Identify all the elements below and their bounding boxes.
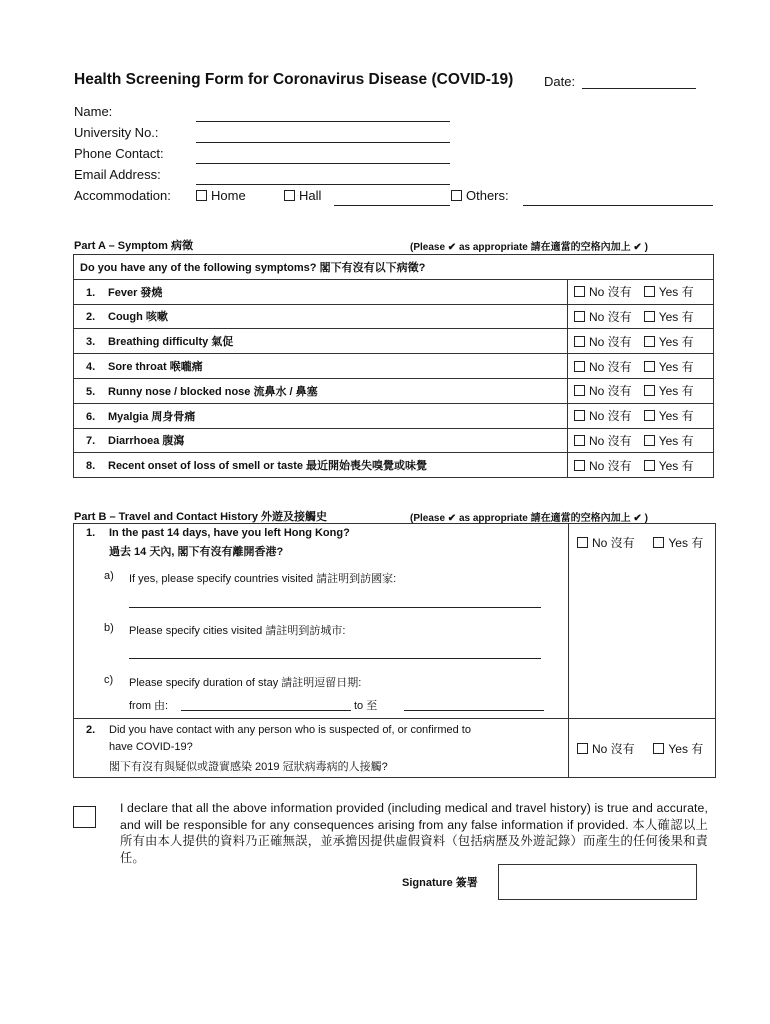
others-label: Others: xyxy=(466,188,509,203)
symptom-cell xyxy=(74,354,568,379)
no-label: No 沒有 xyxy=(589,359,632,374)
q2-no-checkbox[interactable] xyxy=(577,743,588,754)
q2-text-zh: 閣下有沒有與疑似或證實感染 2019 冠狀病毒病的人接觸? xyxy=(109,761,388,773)
q2-answer xyxy=(577,740,703,757)
symptom-row xyxy=(74,428,714,453)
no-checkbox[interactable] xyxy=(574,361,585,372)
symptom-row xyxy=(74,354,714,379)
yes-option[interactable] xyxy=(644,310,694,324)
symptom-number: 1. xyxy=(86,286,96,299)
university-no-field[interactable] xyxy=(196,142,450,143)
q1-no-checkbox[interactable] xyxy=(577,537,588,548)
name-label: Name: xyxy=(74,104,113,119)
yes-option[interactable] xyxy=(644,409,694,423)
no-option[interactable] xyxy=(574,360,632,374)
symptom-cell xyxy=(74,378,568,403)
yes-label: Yes 有 xyxy=(658,334,694,349)
q2-no-label: No 沒有 xyxy=(592,742,635,756)
q1-no-label: No 沒有 xyxy=(592,536,635,550)
no-label: No 沒有 xyxy=(589,334,632,349)
hall-name-field[interactable] xyxy=(334,205,450,206)
symptom-answer xyxy=(568,279,714,304)
symptom-answer xyxy=(568,453,714,478)
symptom-label: Myalgia 周身骨痛 xyxy=(108,410,196,423)
yes-label: Yes 有 xyxy=(658,409,694,424)
yes-option[interactable] xyxy=(644,285,694,299)
symptom-label: Breathing difficulty 氣促 xyxy=(108,336,234,349)
email-label: Email Address: xyxy=(74,167,161,182)
q2-text-en-1: Did you have contact with any person who is suspected of, or confirmed to xyxy=(109,724,471,736)
q1-yes-checkbox[interactable] xyxy=(653,537,664,548)
q2-text-en-2: have COVID-19? xyxy=(109,741,193,753)
symptom-label: Diarrhoea 腹瀉 xyxy=(108,435,185,448)
yes-checkbox[interactable] xyxy=(644,286,655,297)
hall-label: Hall xyxy=(299,188,322,203)
divider xyxy=(568,524,569,777)
no-checkbox[interactable] xyxy=(574,410,585,421)
no-option[interactable] xyxy=(574,310,632,324)
symptom-question-row xyxy=(74,255,714,280)
symptom-label: Sore throat 喉嚨痛 xyxy=(108,361,203,374)
yes-checkbox[interactable] xyxy=(644,460,655,471)
form-title: Health Screening Form for Coronavirus Disease (COVID-19) xyxy=(74,71,514,88)
email-field[interactable] xyxy=(196,184,450,185)
stay-from-field[interactable] xyxy=(181,710,351,711)
no-checkbox[interactable] xyxy=(574,336,585,347)
q2-number: 2. xyxy=(86,724,96,736)
q1-no-option[interactable] xyxy=(577,536,635,550)
yes-checkbox[interactable] xyxy=(644,311,655,322)
phone-label: Phone Contact: xyxy=(74,146,164,161)
symptom-number: 3. xyxy=(86,336,96,349)
symptom-number: 4. xyxy=(86,361,96,374)
no-option[interactable] xyxy=(574,335,632,349)
no-label: No 沒有 xyxy=(589,409,632,424)
no-label: No 沒有 xyxy=(589,309,632,324)
no-checkbox[interactable] xyxy=(574,385,585,396)
accommodation-others-option[interactable] xyxy=(451,188,509,203)
symptom-label: Cough 咳嗽 xyxy=(108,311,168,324)
no-checkbox[interactable] xyxy=(574,311,585,322)
cities-visited-field[interactable] xyxy=(129,658,541,659)
symptom-row xyxy=(74,378,714,403)
date-label: Date: xyxy=(544,74,576,89)
accommodation-home-option[interactable] xyxy=(196,188,246,203)
symptom-cell xyxy=(74,428,568,453)
symptom-label: Recent onset of loss of smell or taste 最近開始喪失嗅覺或味覺 xyxy=(108,460,428,473)
symptom-cell xyxy=(74,304,568,329)
from-label: from 由: xyxy=(129,700,169,712)
countries-visited-field[interactable] xyxy=(129,607,541,608)
no-option[interactable] xyxy=(574,434,632,448)
symptom-row xyxy=(74,304,714,329)
symptom-number: 8. xyxy=(86,460,96,473)
travel-history-section xyxy=(73,523,716,778)
declaration-checkbox[interactable] xyxy=(73,806,96,828)
yes-label: Yes 有 xyxy=(658,285,694,300)
yes-checkbox[interactable] xyxy=(644,336,655,347)
q2-no-option[interactable] xyxy=(577,742,635,756)
divider xyxy=(74,718,715,719)
q1a-text: If yes, please specify countries visited 請註明到訪國家: xyxy=(129,573,397,585)
symptom-cell xyxy=(74,279,568,304)
yes-label: Yes 有 xyxy=(658,433,694,448)
to-label: to 至 xyxy=(354,700,378,712)
q1c-label: c) xyxy=(104,674,114,686)
university-no-label: University No.: xyxy=(74,125,159,140)
yes-checkbox[interactable] xyxy=(644,410,655,421)
yes-label: Yes 有 xyxy=(658,359,694,374)
symptom-answer xyxy=(568,304,714,329)
q2-yes-option[interactable] xyxy=(653,742,703,756)
stay-to-field[interactable] xyxy=(404,710,544,711)
symptom-answer xyxy=(568,428,714,453)
no-label: No 沒有 xyxy=(589,384,632,399)
q1-answer xyxy=(577,534,703,551)
yes-checkbox[interactable] xyxy=(644,385,655,396)
no-label: No 沒有 xyxy=(589,433,632,448)
symptom-cell xyxy=(74,403,568,428)
name-field[interactable] xyxy=(196,121,450,122)
accommodation-label: Accommodation: xyxy=(74,188,171,203)
part-a-instruction: (Please ✔ as appropriate 請在適當的空格內加上 ✔ ) xyxy=(410,242,648,253)
symptom-row xyxy=(74,403,714,428)
signature-field[interactable] xyxy=(498,864,697,900)
symptom-cell xyxy=(74,453,568,478)
q1b-text: Please specify cities visited 請註明到訪城市: xyxy=(129,625,346,637)
date-field[interactable] xyxy=(582,88,696,89)
q2-yes-checkbox[interactable] xyxy=(653,743,664,754)
q1-yes-label: Yes 有 xyxy=(668,536,704,550)
symptom-row xyxy=(74,329,714,354)
signature-label: Signature 簽署 xyxy=(402,877,478,889)
symptom-row xyxy=(74,453,714,478)
q1-yes-option[interactable] xyxy=(653,536,703,550)
symptom-label: Runny nose / blocked nose 流鼻水 / 鼻塞 xyxy=(108,385,318,398)
no-label: No 沒有 xyxy=(589,458,632,473)
no-checkbox[interactable] xyxy=(574,460,585,471)
part-b-instruction: (Please ✔ as appropriate 請在適當的空格內加上 ✔ ) xyxy=(410,513,648,524)
phone-field[interactable] xyxy=(196,163,450,164)
yes-label: Yes 有 xyxy=(658,458,694,473)
q1-text-zh: 過去 14 天內, 閣下有沒有離開香港? xyxy=(109,546,284,558)
symptom-question: Do you have any of the following symptoms? 閣下有沒有以下病徵? xyxy=(74,255,714,280)
symptom-number: 5. xyxy=(86,385,96,398)
symptom-table xyxy=(73,254,714,478)
symptom-answer xyxy=(568,403,714,428)
no-label: No 沒有 xyxy=(589,285,632,300)
q1c-text: Please specify duration of stay 請註明逗留日期: xyxy=(129,677,362,689)
yes-option[interactable] xyxy=(644,459,694,473)
others-field[interactable] xyxy=(523,205,713,206)
q1-number: 1. xyxy=(86,527,96,539)
home-label: Home xyxy=(211,188,246,203)
yes-label: Yes 有 xyxy=(658,309,694,324)
symptom-number: 2. xyxy=(86,311,96,324)
yes-option[interactable] xyxy=(644,434,694,448)
no-checkbox[interactable] xyxy=(574,286,585,297)
no-option[interactable] xyxy=(574,409,632,423)
q2-yes-label: Yes 有 xyxy=(668,742,704,756)
yes-option[interactable] xyxy=(644,384,694,398)
symptom-number: 7. xyxy=(86,435,96,448)
q1a-label: a) xyxy=(104,570,114,582)
symptom-answer xyxy=(568,354,714,379)
no-checkbox[interactable] xyxy=(574,435,585,446)
yes-checkbox[interactable] xyxy=(644,361,655,372)
q1b-label: b) xyxy=(104,622,114,634)
hall-checkbox[interactable] xyxy=(284,190,295,201)
home-checkbox[interactable] xyxy=(196,190,207,201)
yes-option[interactable] xyxy=(644,335,694,349)
symptom-number: 6. xyxy=(86,410,96,423)
no-option[interactable] xyxy=(574,285,632,299)
declaration-text: I declare that all the above information provided (including medical and travel history) is true and accurate, and will be responsible for any consequences arising from any false information if provided. 本人確認以上所有由本人提供的資料乃正確無誤，並承擔因提供虛假資料（包括病歷及外遊記錄）而產生的任何後果和責任。 xyxy=(120,801,708,865)
q1-text-en: In the past 14 days, have you left Hong Kong? xyxy=(109,527,350,539)
yes-option[interactable] xyxy=(644,360,694,374)
accommodation-hall-option[interactable] xyxy=(284,188,321,203)
symptom-cell xyxy=(74,329,568,354)
yes-label: Yes 有 xyxy=(658,384,694,399)
symptom-answer xyxy=(568,378,714,403)
others-checkbox[interactable] xyxy=(451,190,462,201)
part-b-heading: Part B – Travel and Contact History 外遊及接觸史 xyxy=(74,511,328,523)
part-a-heading: Part A – Symptom 病徵 xyxy=(74,240,193,252)
no-option[interactable] xyxy=(574,384,632,398)
no-option[interactable] xyxy=(574,459,632,473)
symptom-answer xyxy=(568,329,714,354)
yes-checkbox[interactable] xyxy=(644,435,655,446)
symptom-row xyxy=(74,279,714,304)
symptom-label: Fever 發燒 xyxy=(108,286,163,299)
